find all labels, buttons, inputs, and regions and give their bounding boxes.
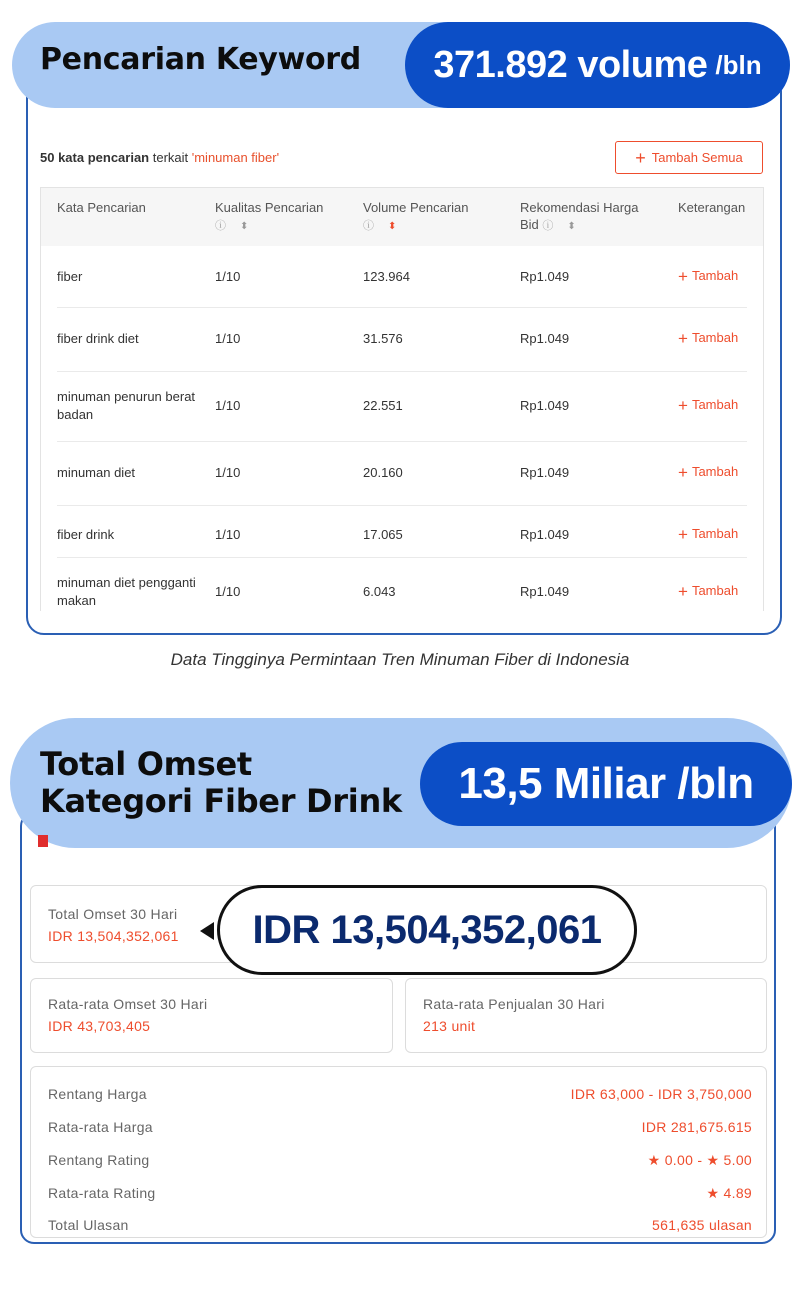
col-header-note: Keterangan — [678, 200, 746, 215]
revenue-pill: 13,5 Miliar /bln — [420, 742, 792, 826]
plus-icon: + — [635, 147, 646, 168]
avg-revenue-value: IDR 43,703,405 — [48, 1018, 151, 1034]
avg-sales-value: 213 unit — [423, 1018, 476, 1034]
add-keyword-button[interactable] — [678, 525, 738, 543]
stat-value: 561,635 ulasan — [652, 1217, 752, 1233]
avg-sales-box — [405, 978, 767, 1053]
plus-icon: + — [678, 395, 688, 415]
col-header-bid-label: Rekomendasi Harga — [520, 200, 639, 215]
help-icon[interactable]: ⓘ — [363, 220, 374, 232]
row-keyword: minuman diet — [57, 465, 136, 480]
add-keyword-button[interactable] — [678, 396, 738, 414]
add-keyword-button[interactable] — [678, 463, 738, 481]
volume-number: 371.892 volume — [433, 43, 708, 86]
stat-value: IDR 63,000 - IDR 3,750,000 — [570, 1086, 752, 1102]
search-keyword: 'minuman fiber' — [191, 150, 280, 165]
row-quality: 1/10 — [215, 269, 241, 284]
row-quality: 1/10 — [215, 584, 241, 599]
col-header-bid-label2: Bid — [520, 217, 539, 232]
volume-pill — [405, 22, 790, 108]
row-keyword: fiber — [57, 269, 83, 284]
keyword-count-line — [40, 150, 279, 165]
keyword-table — [40, 187, 764, 611]
add-keyword-button[interactable] — [678, 582, 738, 600]
stats-row-avg-rating — [48, 1185, 752, 1205]
add-keyword-label: Tambah — [691, 330, 739, 345]
revenue-header-title — [40, 746, 402, 820]
stat-label: Rata-rata Rating — [48, 1185, 156, 1201]
table-row — [41, 506, 763, 558]
keyword-count: 50 kata pencarian — [40, 150, 150, 165]
table-row — [41, 308, 763, 372]
stats-row-rating-range — [48, 1152, 752, 1172]
row-volume: 6.043 — [363, 584, 396, 599]
row-keyword: fiber drink — [57, 527, 115, 542]
revenue-title-line1: Total Omset — [40, 745, 252, 783]
row-quality: 1/10 — [215, 465, 241, 480]
table-row — [41, 372, 763, 442]
stat-value: ★ 0.00 - ★ 5.00 — [647, 1152, 752, 1168]
add-keyword-label: Tambah — [691, 464, 739, 479]
col-header-volume-label: Volume Pencarian — [363, 200, 469, 215]
plus-icon: + — [678, 524, 688, 544]
add-keyword-label: Tambah — [691, 268, 739, 283]
stat-label: Rentang Harga — [48, 1086, 147, 1102]
plus-icon: + — [678, 462, 688, 482]
row-volume: 123.964 — [363, 269, 410, 284]
row-volume: 22.551 — [363, 398, 403, 413]
add-keyword-label: Tambah — [691, 526, 739, 541]
keyword-header-title: Pencarian Keyword — [40, 42, 361, 77]
stat-value: IDR 281,675.615 — [641, 1119, 752, 1135]
total-revenue-label: Total Omset 30 Hari — [48, 906, 178, 922]
callout-pointer — [200, 922, 214, 940]
add-keyword-label: Tambah — [691, 397, 739, 412]
add-keyword-button[interactable] — [678, 267, 738, 285]
help-icon[interactable]: ⓘ — [542, 220, 554, 232]
stat-label: Rentang Rating — [48, 1152, 150, 1168]
row-bid: Rp1.049 — [520, 331, 570, 346]
row-quality: 1/10 — [215, 398, 241, 413]
sort-desc-icon[interactable]: ⬍ — [388, 221, 397, 232]
row-bid: Rp1.049 — [520, 269, 570, 284]
volume-unit: /bln — [715, 49, 762, 80]
plus-icon: + — [678, 266, 688, 286]
sort-icon[interactable]: ⬍ — [240, 221, 249, 232]
add-keyword-label: Tambah — [691, 583, 739, 598]
category-marker — [38, 835, 48, 847]
row-bid: Rp1.049 — [520, 527, 570, 542]
col-header-quality-label: Kualitas Pencarian — [215, 200, 324, 215]
avg-sales-label: Rata-rata Penjualan 30 Hari — [423, 996, 605, 1012]
stats-row-avg-price — [48, 1119, 752, 1139]
row-quality: 1/10 — [215, 527, 241, 542]
row-volume: 20.160 — [363, 465, 403, 480]
plus-icon: + — [678, 328, 688, 348]
row-volume: 31.576 — [363, 331, 403, 346]
add-keyword-button[interactable] — [678, 329, 738, 347]
help-icon[interactable]: ⓘ — [215, 220, 226, 232]
avg-revenue-label: Rata-rata Omset 30 Hari — [48, 996, 208, 1012]
stat-label: Total Ulasan — [48, 1217, 129, 1233]
col-header-quality[interactable] — [215, 199, 323, 235]
row-volume: 17.065 — [363, 527, 403, 542]
row-keyword: minuman penurun berat badan — [57, 389, 196, 422]
col-header-volume[interactable] — [363, 199, 469, 235]
table-row — [41, 442, 763, 506]
row-bid: Rp1.049 — [520, 398, 570, 413]
table-row — [41, 246, 763, 308]
add-all-label: Tambah Semua — [651, 150, 743, 165]
table-header — [41, 188, 763, 246]
stats-row-price-range — [48, 1086, 752, 1106]
col-header-keyword: Kata Pencarian — [57, 200, 146, 215]
keyword-caption: Data Tingginya Permintaan Tren Minuman Fiber di Indonesia — [170, 650, 630, 669]
add-all-button[interactable] — [615, 141, 763, 174]
col-header-bid[interactable] — [520, 199, 639, 235]
stat-value: ★ 4.89 — [706, 1185, 752, 1201]
plus-icon: + — [678, 581, 688, 601]
stats-row-total-reviews — [48, 1217, 752, 1237]
row-keyword: minuman diet pengganti makan — [57, 575, 196, 608]
row-keyword: fiber drink diet — [57, 331, 139, 346]
revenue-title-line2: Kategori Fiber Drink — [40, 782, 402, 820]
keyword-header-banner — [12, 22, 790, 108]
total-revenue-callout: IDR 13,504,352,061 — [217, 885, 637, 975]
row-bid: Rp1.049 — [520, 465, 570, 480]
stat-label: Rata-rata Harga — [48, 1119, 153, 1135]
sort-icon[interactable]: ⬍ — [567, 221, 576, 232]
revenue-header-banner — [10, 718, 792, 848]
avg-revenue-box — [30, 978, 393, 1053]
total-revenue-value: IDR 13,504,352,061 — [48, 928, 179, 944]
row-bid: Rp1.049 — [520, 584, 570, 599]
keyword-count-mid: terkait — [149, 150, 192, 165]
table-row — [41, 558, 763, 612]
row-quality: 1/10 — [215, 331, 241, 346]
